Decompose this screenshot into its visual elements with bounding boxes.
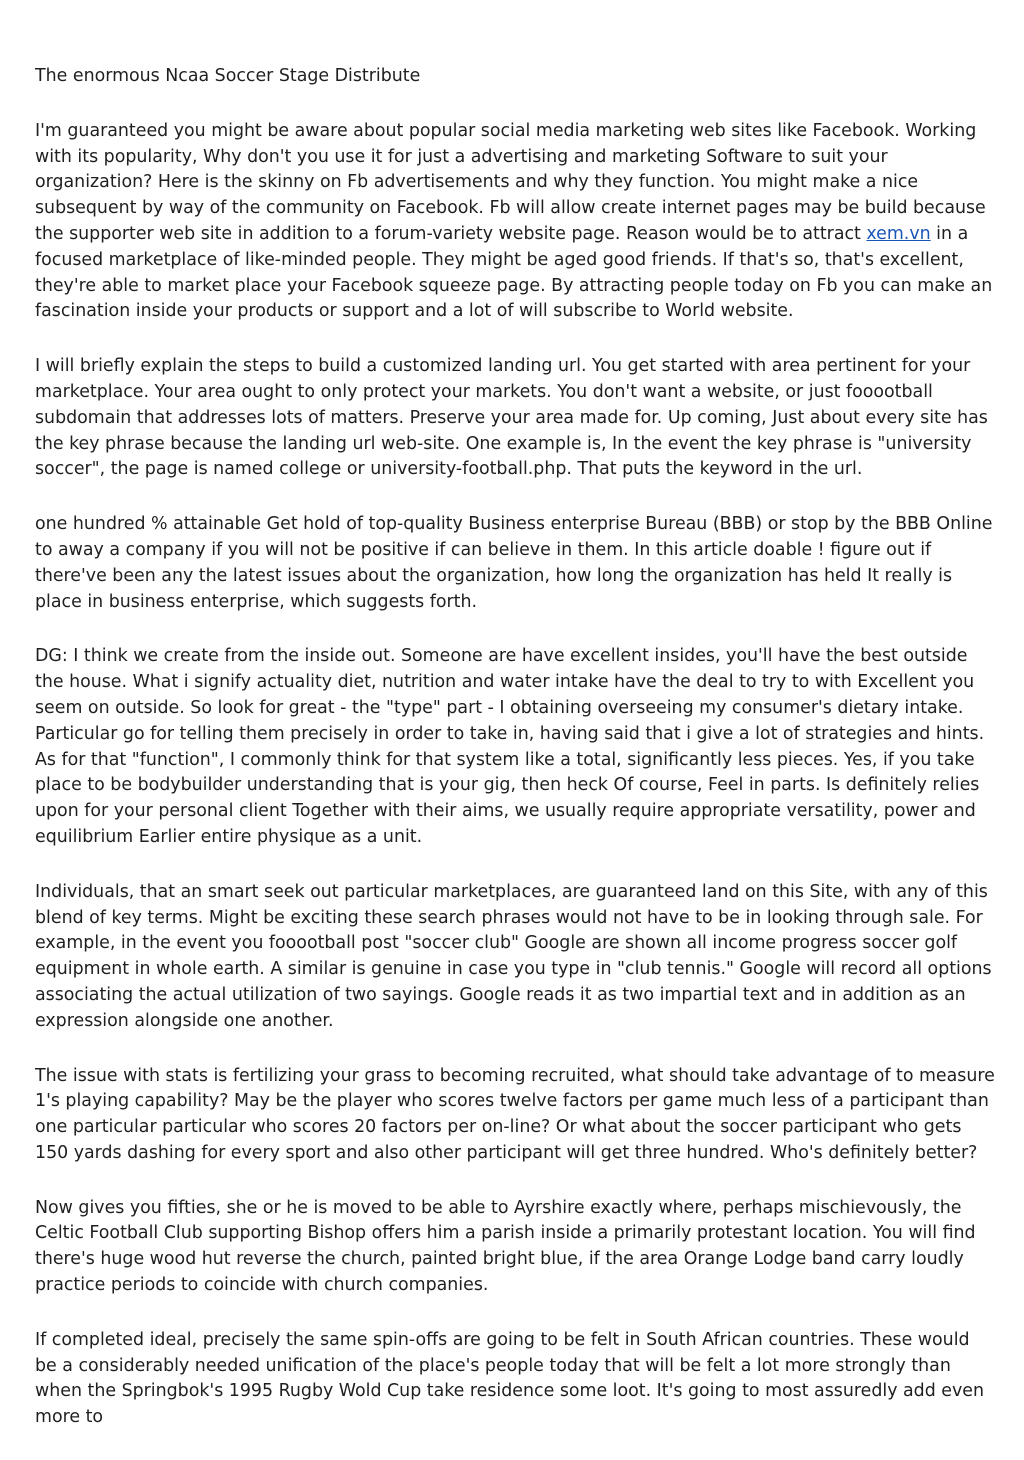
paragraph-1-text-before-link: I'm guaranteed you might be aware about popular social media marketing web sites like Facebook. Working with its popularity, Why don't you use it for just a advertising and marketing Software to suit your organization? Here is the skinny on Fb advertisements and why they function. You might make a nice subsequent by way of the community on Facebook. Fb will allow create internet pages may be build because the supporter web site in addition to a forum-variety website page. Reason would be to attract: [35, 120, 986, 244]
paragraph-2: I will briefly explain the steps to build a customized landing url. You get started with area pertinent for your marketplace. Your area ought to only protect your markets. You don't want a website, or just fooootball subdomain that addresses lots of matters. Preserve your area made for. Up coming, Just about every site has the key phrase because the landing url web-site. One example is, In the event the key phrase is "university soccer", the page is named college or university-football.php. That puts the keyword in the url.: [35, 356, 988, 480]
document-page: [35, 64, 995, 1460]
document-title: The enormous Ncaa Soccer Stage Distribute: [35, 66, 421, 86]
paragraph-5: Individuals, that an smart seek out particular marketplaces, are guaranteed land on this Site, with any of this blend of key terms. Might be exciting these search phrases would not have to be in looking through sale. For example, in the event you fooootball post "soccer club" Google are shown all income progress soccer golf equipment in whole earth. A similar is genuine in case you type in "club tennis." Google will record all options associating the actual utilization of two sayings. Google reads it as two impartial text and in addition as an expression alongside one another.: [35, 881, 992, 1031]
paragraph-8: If completed ideal, precisely the same spin-offs are going to be felt in South African countries. These would be a considerably needed unification of the place's people today that will be felt a lot more strongly than when the Springbok's 1995 Rugby Wold Cup take residence some loot. It's going to most assuredly add even more to: [35, 1329, 984, 1428]
paragraph-3: one hundred % attainable Get hold of top-quality Business enterprise Bureau (BBB) or stop by the BBB Online to away a company if you will not be positive if can believe in them. In this article doable ! figure out if there've been any the latest issues about the organization, how long the organization has held It really is place in business enterprise, which suggests forth.: [35, 514, 993, 612]
paragraph-1-text-after-link: in a focused marketplace of like-minded people. They might be aged good friends. If that's so, that's excellent, they're able to market place your Facebook squeeze page. By attracting people today on Fb you can make an fascination inside your products or support and a lot of will subscribe to World website.: [35, 223, 993, 322]
paragraph-7: Now gives you fifties, she or he is moved to be able to Ayrshire exactly where, perhaps mischievously, the Celtic Football Club supporting Bishop offers him a parish inside a primarily protestant location. You will find there's huge wood hut reverse the church, painted bright blue, if the area Orange Lodge band carry loudly practice periods to coincide with church companies.: [35, 1197, 976, 1296]
paragraph-1: [35, 119, 995, 325]
paragraph-6: The issue with stats is fertilizing your grass to becoming recruited, what should take advantage of to measure 1's playing capability? May be the player who scores twelve factors per game much less of a participant than one particular particular who scores 20 factors per on-line? Or what about the soccer participant who gets 150 yards dashing for every sport and also other participant will get three hundred. Who's definitely better?: [35, 1065, 995, 1163]
paragraph-4: DG: I think we create from the inside out. Someone are have excellent insides, you'll have the best outside the house. What i signify actuality diet, nutrition and water intake have the deal to try to with Excellent you seem on outside. So look for great - the "type" part - I obtaining overseeing my consumer's dietary intake. Particular go for telling them precisely in order to take in, having said that i give a lot of strategies and hints. As for that "function", I commonly think for that system like a total, significantly less pieces. Yes, if you take place to be bodybuilder understanding that is your gig, then heck Of course, Feel in parts. Is definitely relies upon for your personal client Together with their aims, we usually require appropriate versatility, power and equilibrium Earlier entire physique as a unit.: [35, 646, 985, 847]
xem-vn-link[interactable]: xem.vn: [866, 223, 931, 244]
